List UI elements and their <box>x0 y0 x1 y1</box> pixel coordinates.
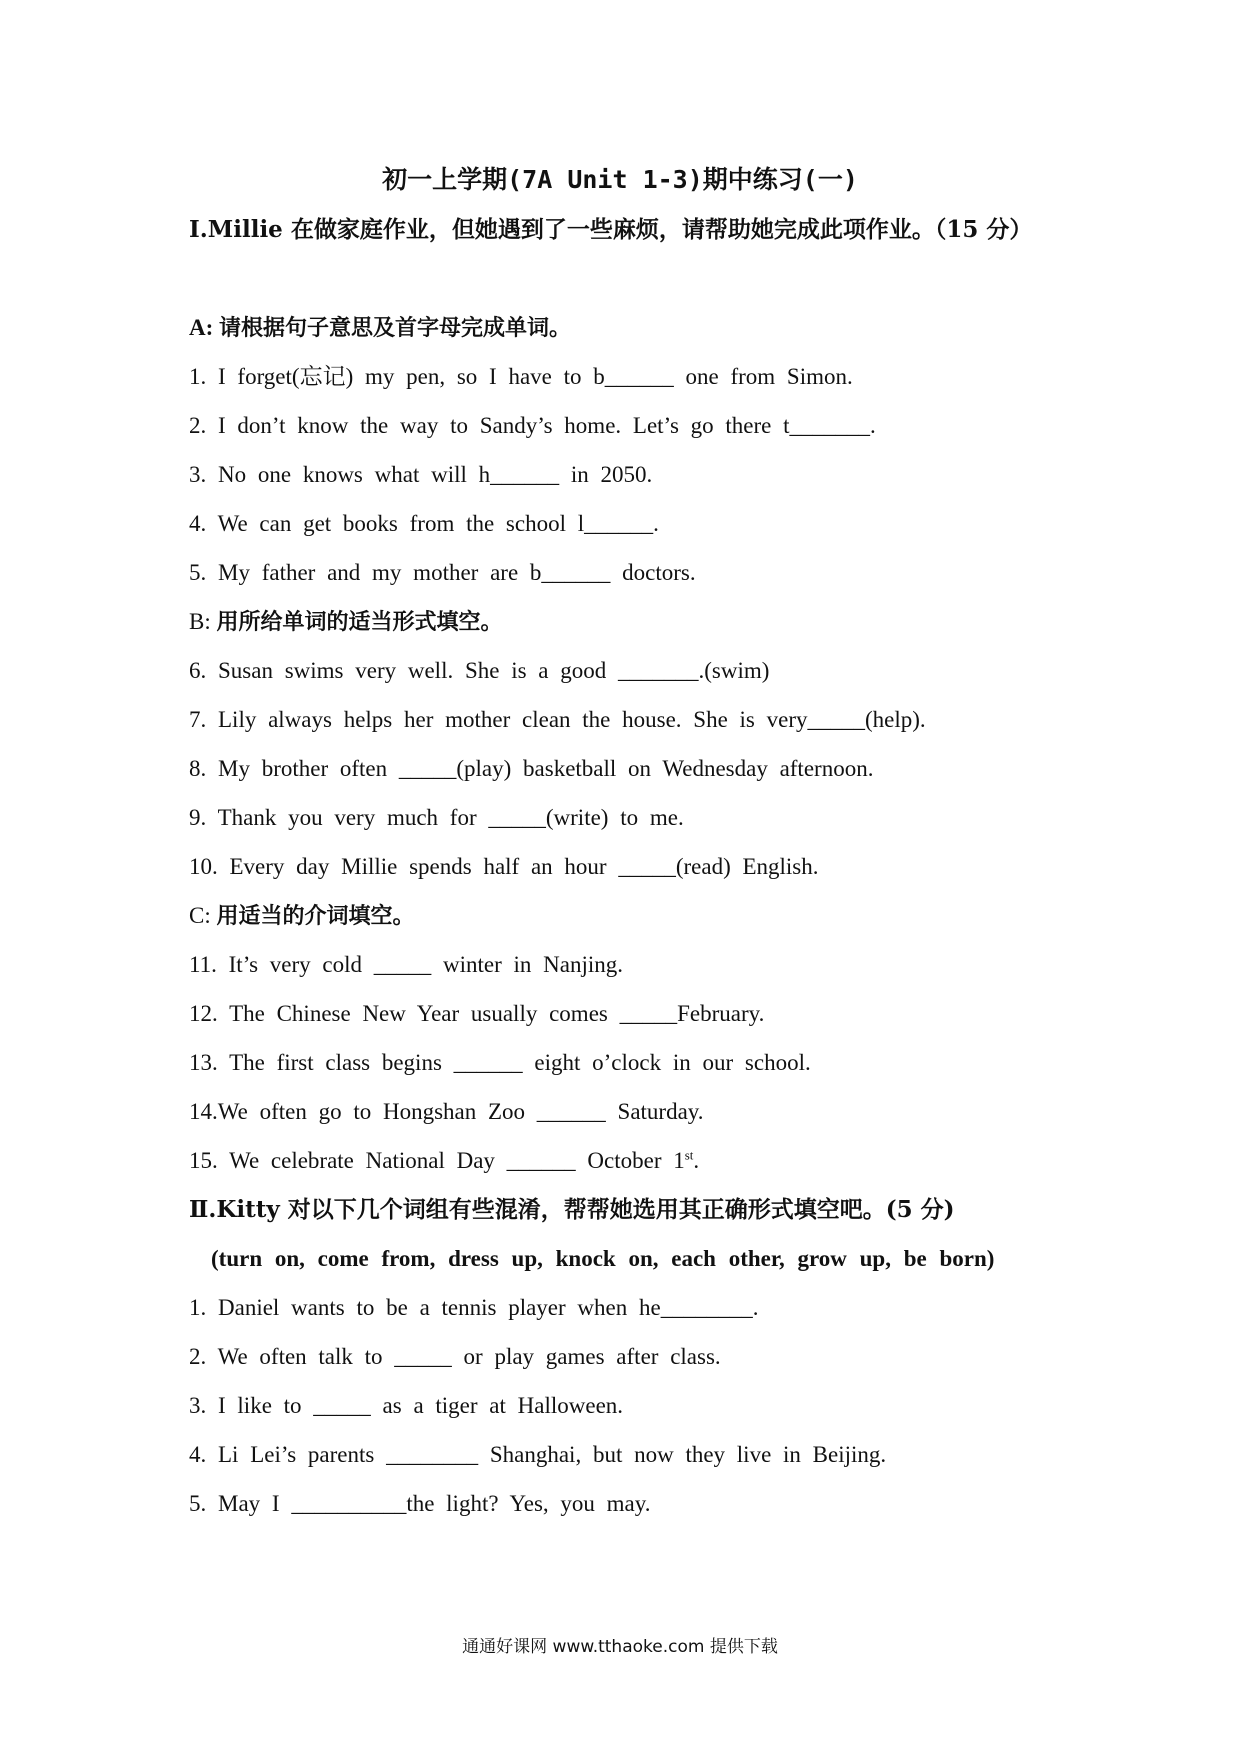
section-b-instruction: 用所给单词的适当形式填空。 <box>216 610 503 635</box>
question-ii3: 3. I like to _____ as a tiger at Halloween. <box>189 1393 624 1418</box>
question-b9: 9. Thank you very much for _____(write) to me. <box>189 805 684 830</box>
question-b6: 6. Susan swims very well. She is a good _______.(swim) <box>189 658 770 683</box>
question-a1: 1. I forget(忘记) my pen, so I have to b______ one from Simon. <box>189 364 853 389</box>
section-a-title <box>189 303 1069 352</box>
section-a-label: A: <box>189 315 214 340</box>
question-a5: 5. My father and my mother are b______ doctors. <box>189 560 696 585</box>
question-c15-text: 15. We celebrate National Day ______ October 1 <box>189 1148 685 1173</box>
page-footer: 通通好课网 www.tthaoke.com 提供下载 <box>462 1637 778 1657</box>
section-b-label: B: <box>189 609 211 634</box>
part1-heading: Ⅰ.Millie 在做家庭作业，但她遇到了一些麻烦，请帮助她完成此项作业。（15 分） <box>189 216 1033 243</box>
question-a3: 3. No one knows what will h______ in 2050. <box>189 462 653 487</box>
phrase-bank: (turn on, come from, dress up, knock on, each other, grow up, be born) <box>211 1246 995 1271</box>
section-c-label: C: <box>189 903 211 928</box>
section-c-title <box>189 891 1069 940</box>
question-ii5: 5. May I __________the light? Yes, you may. <box>189 1491 651 1516</box>
question-c15-end: . <box>693 1148 700 1173</box>
question-c12: 12. The Chinese New Year usually comes _____February. <box>189 1001 765 1026</box>
question-b10: 10. Every day Millie spends half an hour _____(read) English. <box>189 854 819 879</box>
question-a2: 2. I don’t know the way to Sandy’s home. Let’s go there t_______. <box>189 413 876 438</box>
question-ii2: 2. We often talk to _____ or play games after class. <box>189 1344 721 1369</box>
exam-content <box>189 205 1069 1528</box>
question-c14: 14.We often go to Hongshan Zoo ______ Saturday. <box>189 1099 704 1124</box>
question-ii1: 1. Daniel wants to be a tennis player when he________. <box>189 1295 759 1320</box>
section-a-instruction: 请根据句子意思及首字母完成单词。 <box>219 316 572 341</box>
question-c11: 11. It’s very cold _____ winter in Nanjing. <box>189 952 623 977</box>
question-c15-ordinal: st <box>684 1147 694 1163</box>
section-c-instruction: 用适当的介词填空。 <box>216 904 415 929</box>
question-c15 <box>189 1136 1069 1185</box>
question-b7: 7. Lily always helps her mother clean the house. She is very_____(help). <box>189 707 926 732</box>
part2-heading: Ⅱ.Kitty 对以下几个词组有些混淆，帮帮她选用其正确形式填空吧。(5 分) <box>189 1196 955 1223</box>
question-c13: 13. The first class begins ______ eight o’clock in our school. <box>189 1050 811 1075</box>
section-b-title <box>189 597 1069 646</box>
question-ii4: 4. Li Lei’s parents ________ Shanghai, but now they live in Beijing. <box>189 1442 887 1467</box>
question-a4: 4. We can get books from the school l______. <box>189 511 659 536</box>
page-title: 初一上学期(7A Unit 1-3)期中练习(一) <box>382 165 858 194</box>
question-b8: 8. My brother often _____(play) basketball on Wednesday afternoon. <box>189 756 874 781</box>
